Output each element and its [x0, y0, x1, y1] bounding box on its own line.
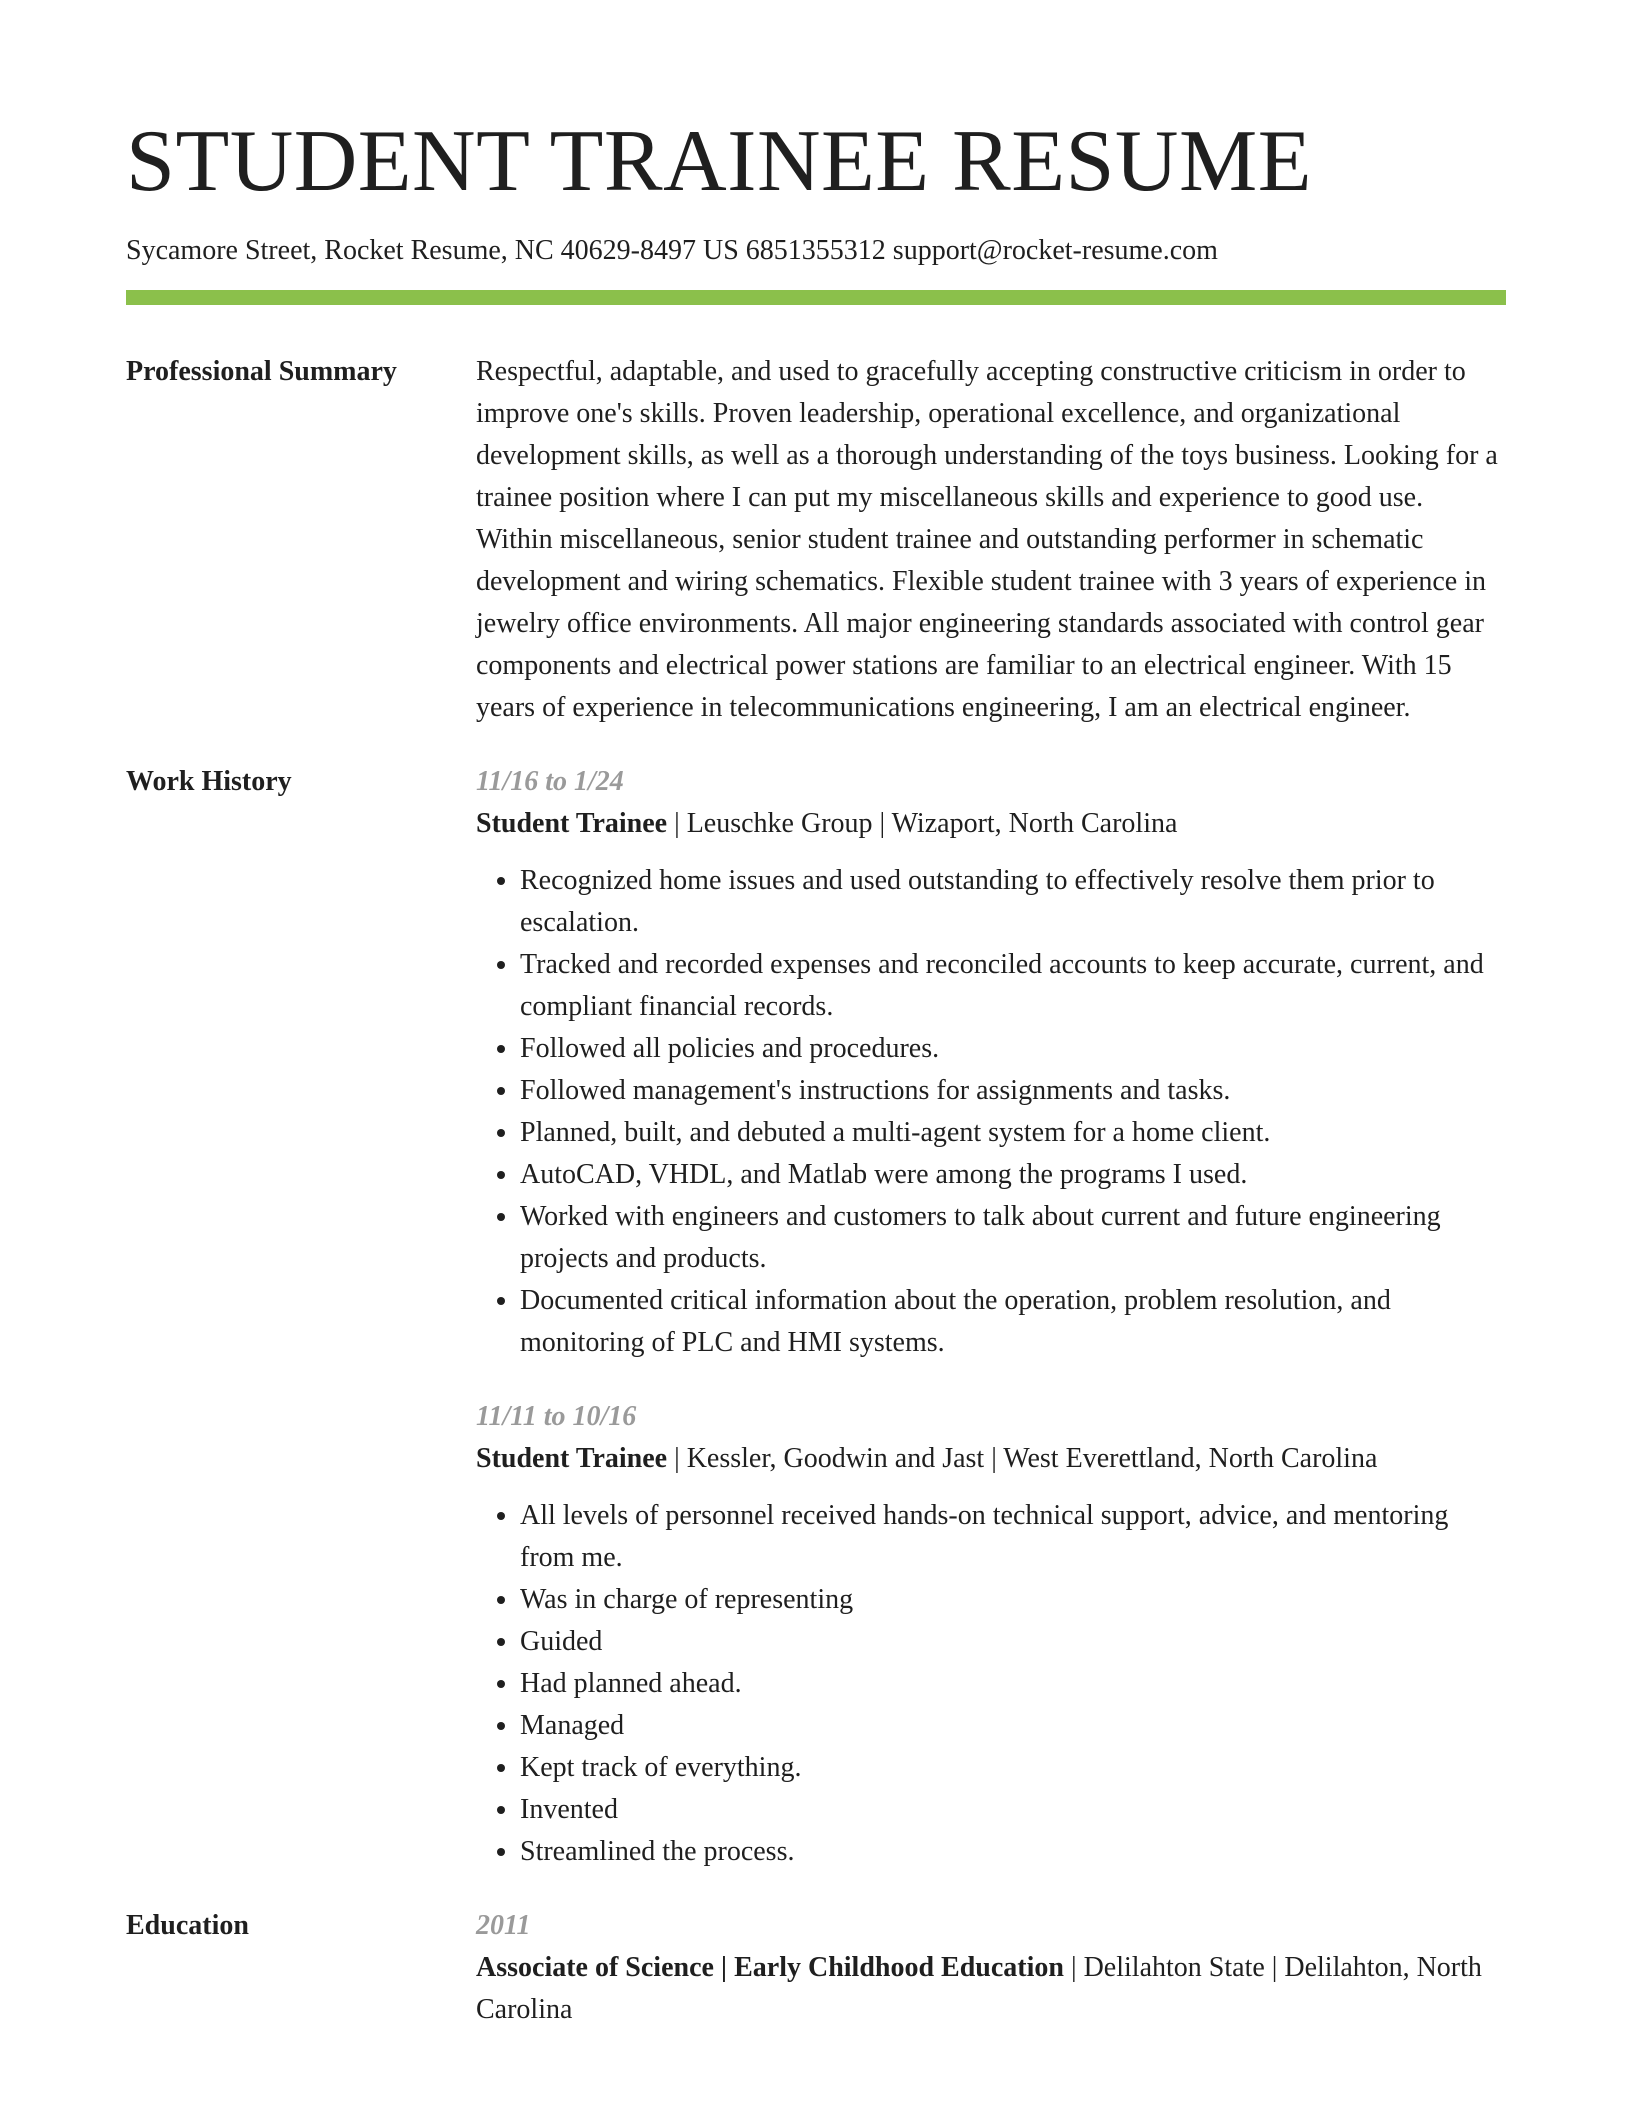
- contact-line: Sycamore Street, Rocket Resume, NC 40629-8497 US 6851355312 support@rocket-resume.com: [126, 235, 1218, 266]
- job-role-line: [476, 1438, 1506, 1480]
- job-dates: 11/16 to 1/24: [476, 765, 624, 797]
- list-item: • Recognized home issues and used outstanding to effectively resolve them prior to escalation.: [520, 860, 1506, 944]
- work-history-section: [126, 761, 1506, 1873]
- list-item: • Followed management's instructions for assignments and tasks.: [520, 1070, 1506, 1112]
- list-item: • Kept track of everything.: [520, 1747, 1506, 1789]
- job-bullets: [476, 1495, 1506, 1873]
- list-item: • Planned, built, and debuted a multi-agent system for a home client.: [520, 1112, 1506, 1154]
- job-bullets: [476, 860, 1506, 1364]
- professional-summary-section: [126, 351, 1506, 729]
- job-entry: [476, 761, 1506, 1364]
- accent-divider: [126, 290, 1506, 305]
- list-item: • Managed: [520, 1705, 1506, 1747]
- list-item: • Guided: [520, 1621, 1506, 1663]
- list-item: • Worked with engineers and customers to talk about current and future engineering projects and products.: [520, 1196, 1506, 1280]
- degree-title: Associate of Science | Early Childhood Education: [476, 1951, 1064, 1983]
- job-employer-location: | Kessler, Goodwin and Jast | West Everettland, North Carolina: [667, 1442, 1378, 1474]
- list-item: • Had planned ahead.: [520, 1663, 1506, 1705]
- list-item: • Tracked and recorded expenses and reconciled accounts to keep accurate, current, and compliant financial records.: [520, 944, 1506, 1028]
- list-item: • Was in charge of representing: [520, 1579, 1506, 1621]
- job-employer-location: | Leuschke Group | Wizaport, North Carolina: [667, 807, 1178, 839]
- list-item: • Followed all policies and procedures.: [520, 1028, 1506, 1070]
- list-item: • All levels of personnel received hands-on technical support, advice, and mentoring from me.: [520, 1495, 1506, 1579]
- job-entry: [476, 1396, 1506, 1873]
- education-section: [126, 1905, 1506, 2031]
- section-label-summary: Professional Summary: [126, 355, 397, 387]
- summary-text: Respectful, adaptable, and used to gracefully accepting constructive criticism in order to improve one's skills. Proven leadership, operational excellence, and organizational development skills, as well as a thorough understanding of the toys business. Looking for a trainee position where I can put my miscellaneous skills and experience to good use. Within miscellaneous, senior student trainee and outstanding performer in schematic development and wiring schematics. Flexible student trainee with 3 years of experience in jewelry office environments. All major engineering standards associated with control gear components and electrical power stations are familiar to an electrical engineer. With 15 years of experience in telecommunications engineering, I am an electrical engineer.: [476, 355, 1498, 723]
- education-degree-line: [476, 1947, 1506, 2031]
- job-dates: 11/11 to 10/16: [476, 1400, 637, 1432]
- school-location: | Delilahton State | Delilahton, North Carolina: [476, 1951, 1482, 2025]
- education-body: [476, 1905, 1506, 2031]
- work-history-body: [476, 761, 1506, 1873]
- job-title: Student Trainee: [476, 807, 668, 839]
- list-item: • Documented critical information about the operation, problem resolution, and monitoring of PLC and HMI systems.: [520, 1280, 1506, 1364]
- job-role-line: [476, 803, 1506, 845]
- list-item: • AutoCAD, VHDL, and Matlab were among the programs I used.: [520, 1154, 1506, 1196]
- resume-title: STUDENT TRAINEE RESUME: [126, 113, 1312, 210]
- job-title: Student Trainee: [476, 1442, 668, 1474]
- education-year: 2011: [476, 1909, 531, 1941]
- section-label-work: Work History: [126, 765, 292, 797]
- list-item: • Streamlined the process.: [520, 1831, 1506, 1873]
- section-label-education: Education: [126, 1909, 249, 1941]
- list-item: • Invented: [520, 1789, 1506, 1831]
